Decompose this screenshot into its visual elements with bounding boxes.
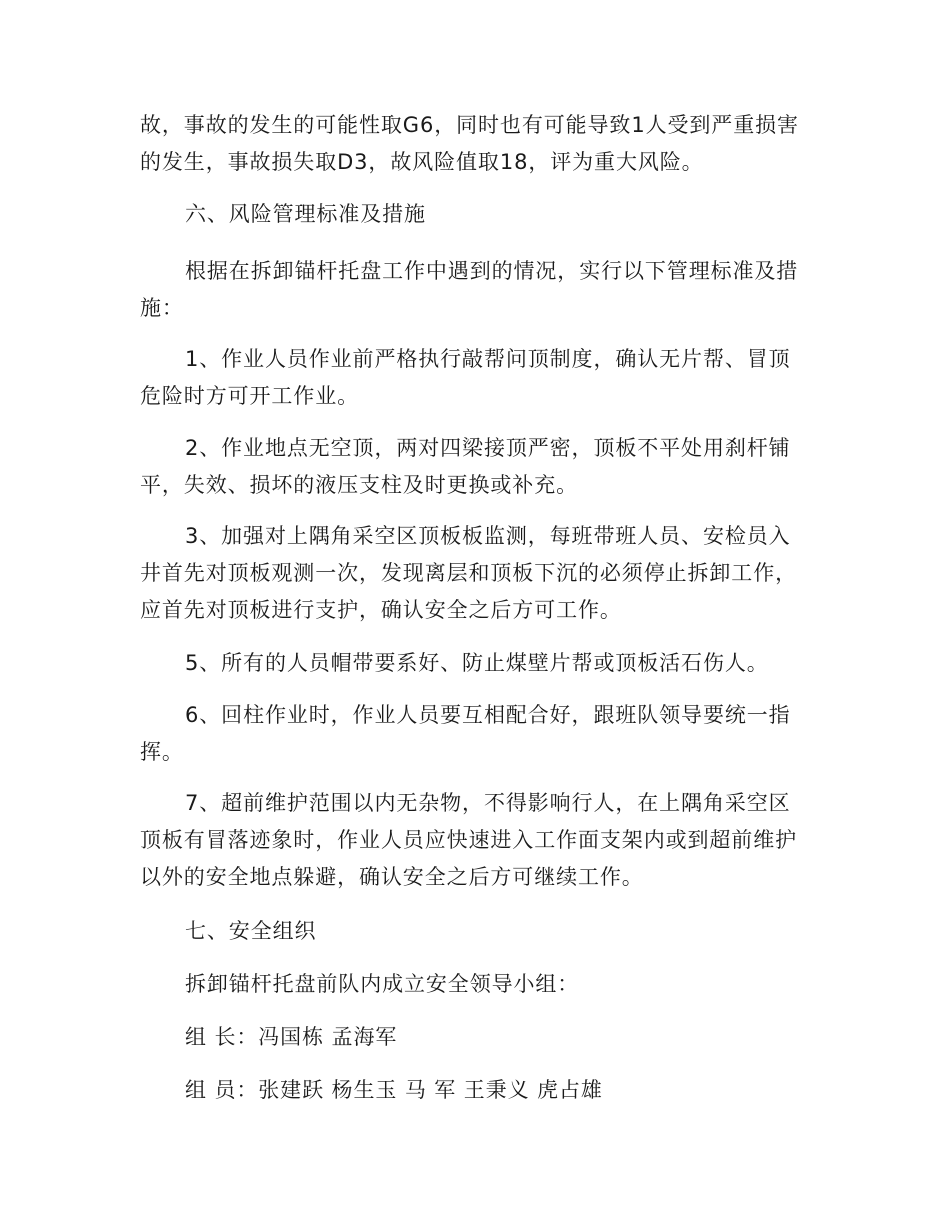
measure-item-6: 6、回柱作业时，作业人员要互相配合好，跟班队领导要统一指挥。 <box>140 703 791 764</box>
measure-item-7: 7、超前维护范围以内无杂物，不得影响行人，在上隅角采空区顶板有冒落迹象时，作业人员应快速进入工作面支架内或到超前维护以外的安全地点躲避，确认安全之后方可继续工作。 <box>140 791 797 889</box>
heading-risk-management: 六、风险管理标准及措施 <box>185 202 426 226</box>
paragraph-leadership-group: 拆卸锚杆托盘前队内成立安全领导小组： <box>185 972 580 996</box>
heading-safety-organization: 七、安全组织 <box>185 919 317 943</box>
measure-item-2: 2、作业地点无空顶，两对四梁接顶严密，顶板不平处用刹杆铺平，失效、损坏的液压支柱及时更换或补充。 <box>140 436 791 497</box>
paragraph-measures-intro: 根据在拆卸锚杆托盘工作中遇到的情况，实行以下管理标准及措施： <box>140 259 799 320</box>
measure-item-3: 3、加强对上隅角采空区顶板板监测，每班带班人员、安检员入井首先对顶板观测一次，发现离层和顶板下沉的必须停止拆卸工作，应首先对顶板进行支护，确认安全之后方可工作。 <box>140 524 797 622</box>
paragraph-risk-evaluation: 故，事故的发生的可能性取G6，同时也有可能导致1人受到严重损害的发生，事故损失取D3，故风险值取18，评为重大风险。 <box>140 113 799 174</box>
group-leader-line: 组 长：冯国栋 孟海军 <box>185 1025 398 1049</box>
group-members-line: 组 员：张建跃 杨生玉 马 军 王秉义 虎占雄 <box>185 1078 603 1102</box>
measure-item-1: 1、作业人员作业前严格执行敲帮问顶制度，确认无片帮、冒顶危险时方可开工作业。 <box>140 347 791 408</box>
measure-item-5: 5、所有的人员帽带要系好、防止煤壁片帮或顶板活石伤人。 <box>185 651 769 675</box>
